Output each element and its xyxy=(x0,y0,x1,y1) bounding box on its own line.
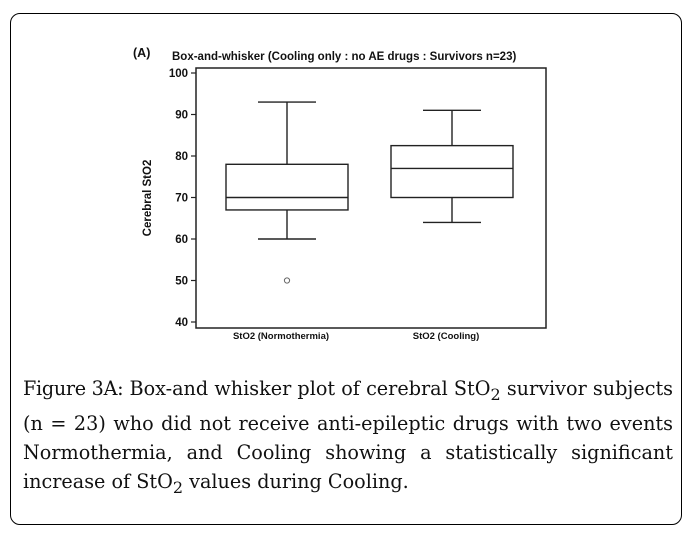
x-category-label: StO2 (Cooling) xyxy=(412,331,480,342)
figure-caption xyxy=(23,374,673,502)
caption-text-2: survivor subjects (n = 23) who did not receive anti-epileptic drugs with two events Normothermia, and Cooling showing a statistically significant increase of StO xyxy=(23,377,674,493)
x-axis-labels xyxy=(233,331,479,342)
y-tick-label: 100 xyxy=(168,68,188,80)
x-category-label: StO2 (Normothermia) xyxy=(232,331,330,342)
outlier-point xyxy=(284,278,289,283)
iqr-box xyxy=(391,146,513,198)
caption-subscript-2: 2 xyxy=(172,477,184,497)
y-tick-label: 60 xyxy=(175,234,188,246)
caption-label: Figure 3A: xyxy=(23,377,124,400)
boxes-group xyxy=(226,102,513,283)
y-tick-label: 90 xyxy=(175,109,188,122)
caption-subscript-1: 2 xyxy=(490,384,501,404)
caption-text-3: values during Cooling. xyxy=(183,469,409,493)
iqr-box xyxy=(226,164,348,210)
y-tick-label: 40 xyxy=(175,317,188,329)
y-axis xyxy=(169,68,196,329)
y-tick-label: 50 xyxy=(175,275,188,288)
chart-title: Box-and-whisker (Cooling only : no AE drugs : Survivors n=23) xyxy=(172,51,517,63)
caption-text-1: Box-and whisker plot of cerebral StO xyxy=(123,377,491,400)
y-tick-label: 70 xyxy=(175,192,188,205)
y-tick-label: 80 xyxy=(175,151,188,163)
y-axis-label: Cerebral StO2 xyxy=(142,159,154,237)
panel-label: (A) xyxy=(133,46,151,60)
